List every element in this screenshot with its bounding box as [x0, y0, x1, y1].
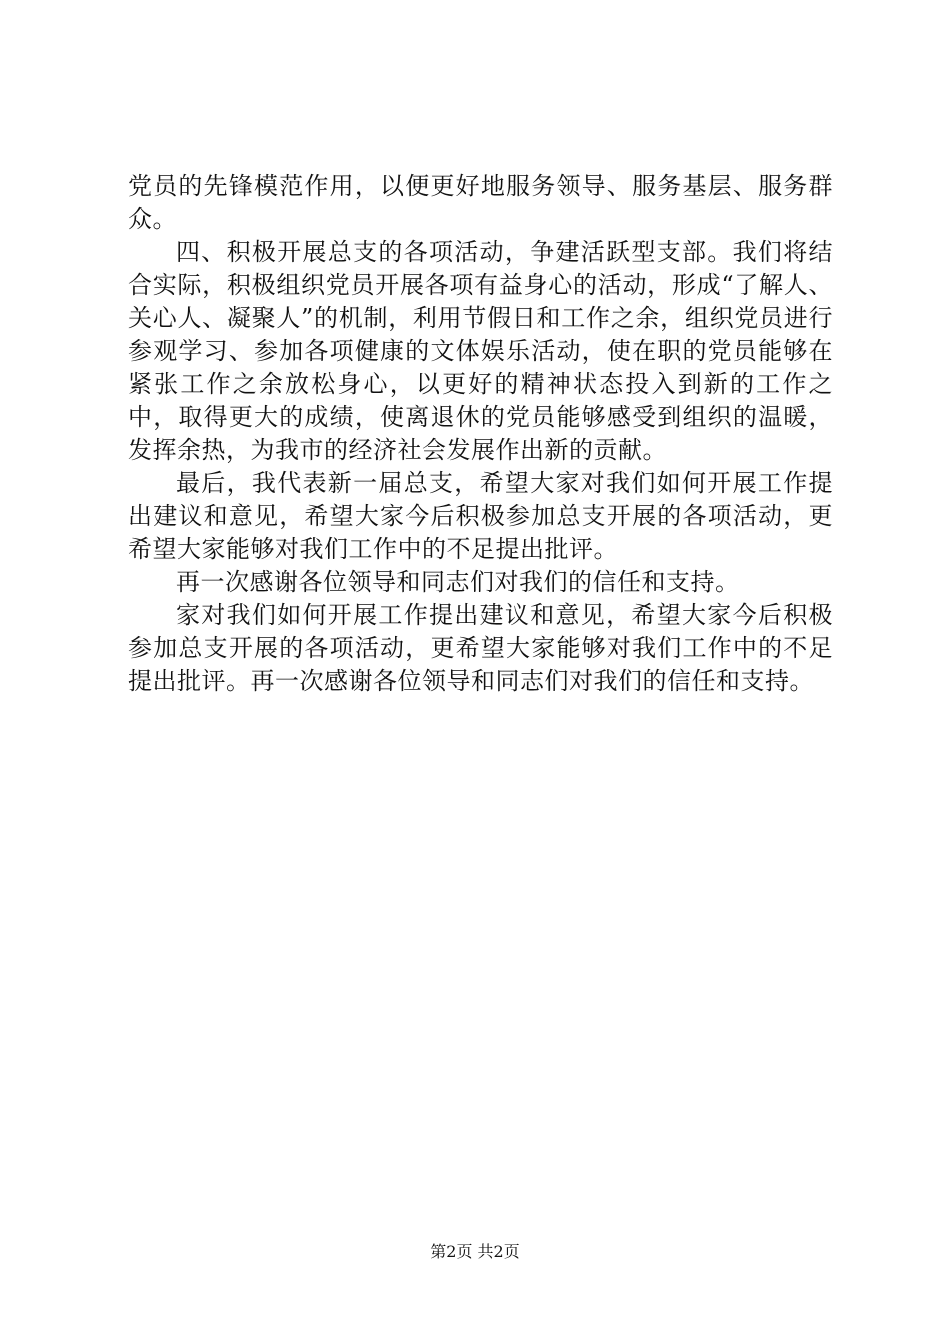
paragraph-thanks: 再一次感谢各位领导和同志们对我们的信任和支持。 [176, 568, 740, 596]
page-footer: 第2页 共2页 [430, 1242, 520, 1261]
paragraph-continuation: 党员的先锋模范作用，以便更好地服务领导、服务基层、服务群众。 [128, 172, 833, 233]
paragraph-section-four: 四、积极开展总支的各项活动，争建活跃型支部。我们将结合实际，积极组织党员开展各项有益身心的活动，形成“了解人、关心人、凝聚人”的机制，利用节假日和工作之余，组织党员进行参观学习、参加各项健康的文体娱乐活动，使在职的党员能够在紧张工作之余放松身心，以更好的精神状态投入到新的工作之中，取得更大的成绩，使离退休的党员能够感受到组织的温暖，发挥余热，为我市的经济社会发展作出新的贡献。 [128, 238, 833, 464]
paragraph-closing: 最后，我代表新一届总支，希望大家对我们如何开展工作提出建议和意见，希望大家今后积极参加总支开展的各项活动，更希望大家能够对我们工作中的不足提出批评。 [128, 469, 833, 563]
document-body [128, 170, 833, 698]
paragraph-repeat: 家对我们如何开展工作提出建议和意见，希望大家今后积极参加总支开展的各项活动，更希望大家能够对我们工作中的不足提出批评。再一次感谢各位领导和同志们对我们的信任和支持。 [128, 601, 833, 695]
